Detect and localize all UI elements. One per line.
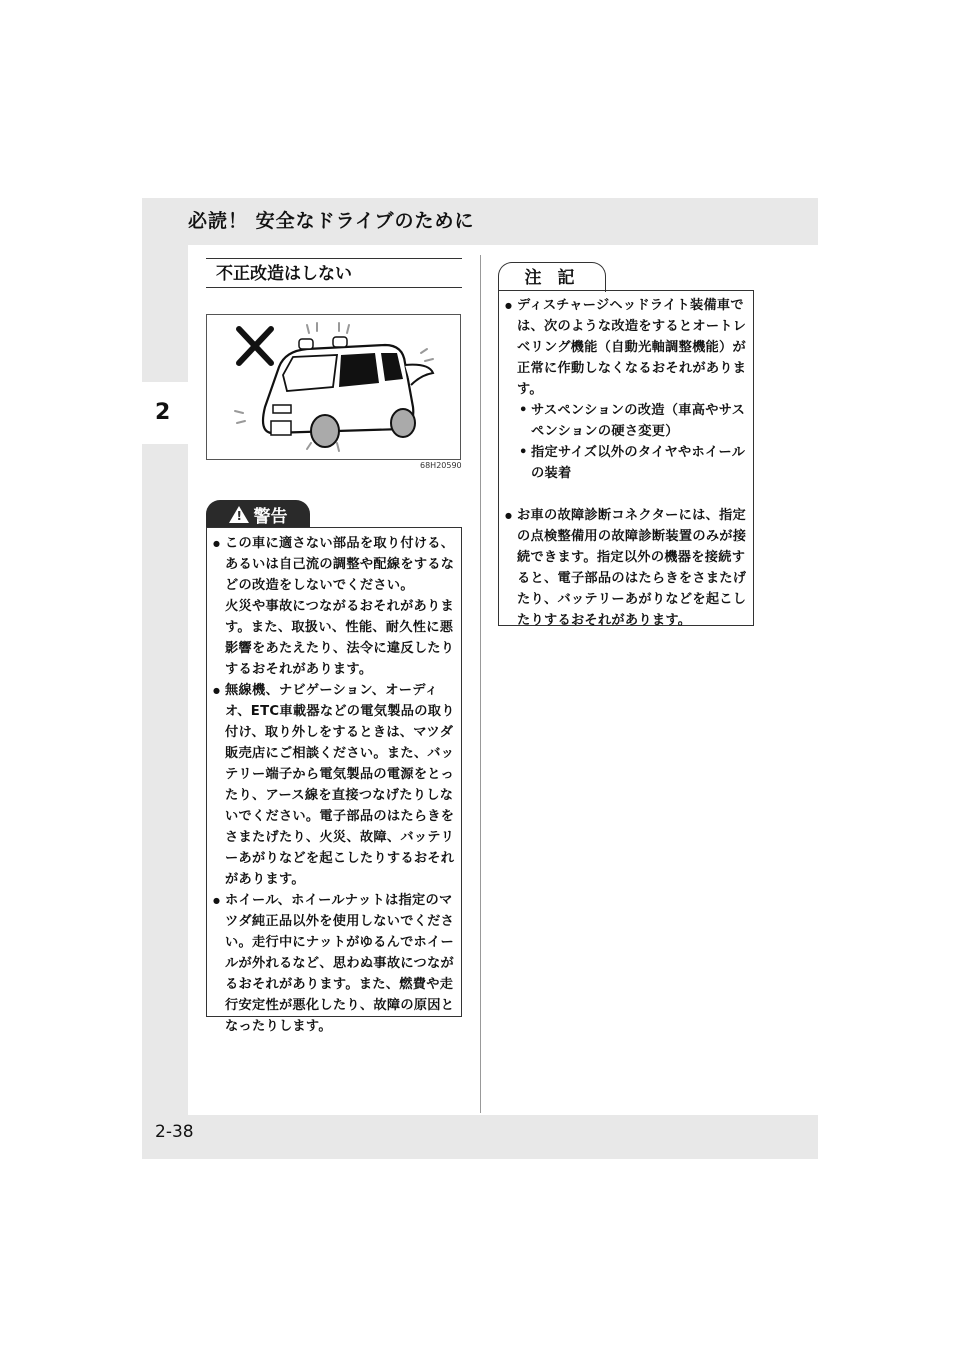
warning-triangle-icon: ! xyxy=(229,506,249,523)
sub-list-item: • 指定サイズ以外のタイヤやホイールの装着 xyxy=(505,442,747,484)
list-item: ● 無線機、ナビゲーション、オーディオ、ETC車載器などの電気製品の取り付け、取り外しをするときは、マツダ販売店にご相談ください。また、バッテリー端子から電気製品の電源をとったり、アース線を直接つなげたりしないでください。電子部品のはたらきをさまたげたり、火災、故障、バッテリーあがりなどを起こしたりするおそれがあります。 xyxy=(213,680,455,890)
warning-label: 警告 xyxy=(253,506,288,527)
section-title: 不正改造はしない xyxy=(206,258,462,288)
list-item: 火災や事故につながるおそれがあります。また、取扱い、性能、耐久性に悪影響をあたえたり、法令に違反したりするおそれがあります。 xyxy=(225,599,455,677)
note-header: 注 記 xyxy=(498,262,606,292)
sub-list-item: • サスペンションの改造（車高やサスペンションの硬さ変更） xyxy=(505,400,747,442)
column-divider xyxy=(480,255,481,1113)
list-item: ● この車に適さない部品を取り付ける、あるいは自己流の調整や配線をするなどの改造をしないでください。 xyxy=(213,533,455,596)
page-header-title: 必読！ 安全なドライブのために xyxy=(188,210,475,232)
chapter-number: 2 xyxy=(155,400,171,425)
figure-code: 68H20590 xyxy=(420,461,462,470)
note-box xyxy=(498,290,754,626)
car-prohibited-icon xyxy=(207,315,460,459)
warning-header xyxy=(206,500,310,528)
list-item: ● お車の故障診断コネクターには、指定の点検整備用の故障診断装置のみが接続できます。指定以外の機器を接続すると、電子部品のはたらきをさまたげたり、バッテリーあがりなどを起こしたりするおそれがあります。 xyxy=(505,505,747,631)
warning-box xyxy=(206,527,462,1034)
list-spacer xyxy=(505,484,747,505)
list-item: ● ディスチャージヘッドライト装備車では、次のような改造をするとオートレベリング機能（自動光軸調整機能）が正常に作動しなくなるおそれがあります。 xyxy=(505,295,747,400)
list-item: ● ホイール、ホイールナットは指定のマツダ純正品以外を使用しないでください。走行中にナットがゆるんでホイールが外れるなど、思わぬ事故につながるおそれがあります。また、燃費や走行安定性が悪化したり、故障の原因となったりします。 xyxy=(213,890,455,1037)
modified-car-illustration xyxy=(206,314,461,460)
page-number: 2-38 xyxy=(155,1122,194,1142)
